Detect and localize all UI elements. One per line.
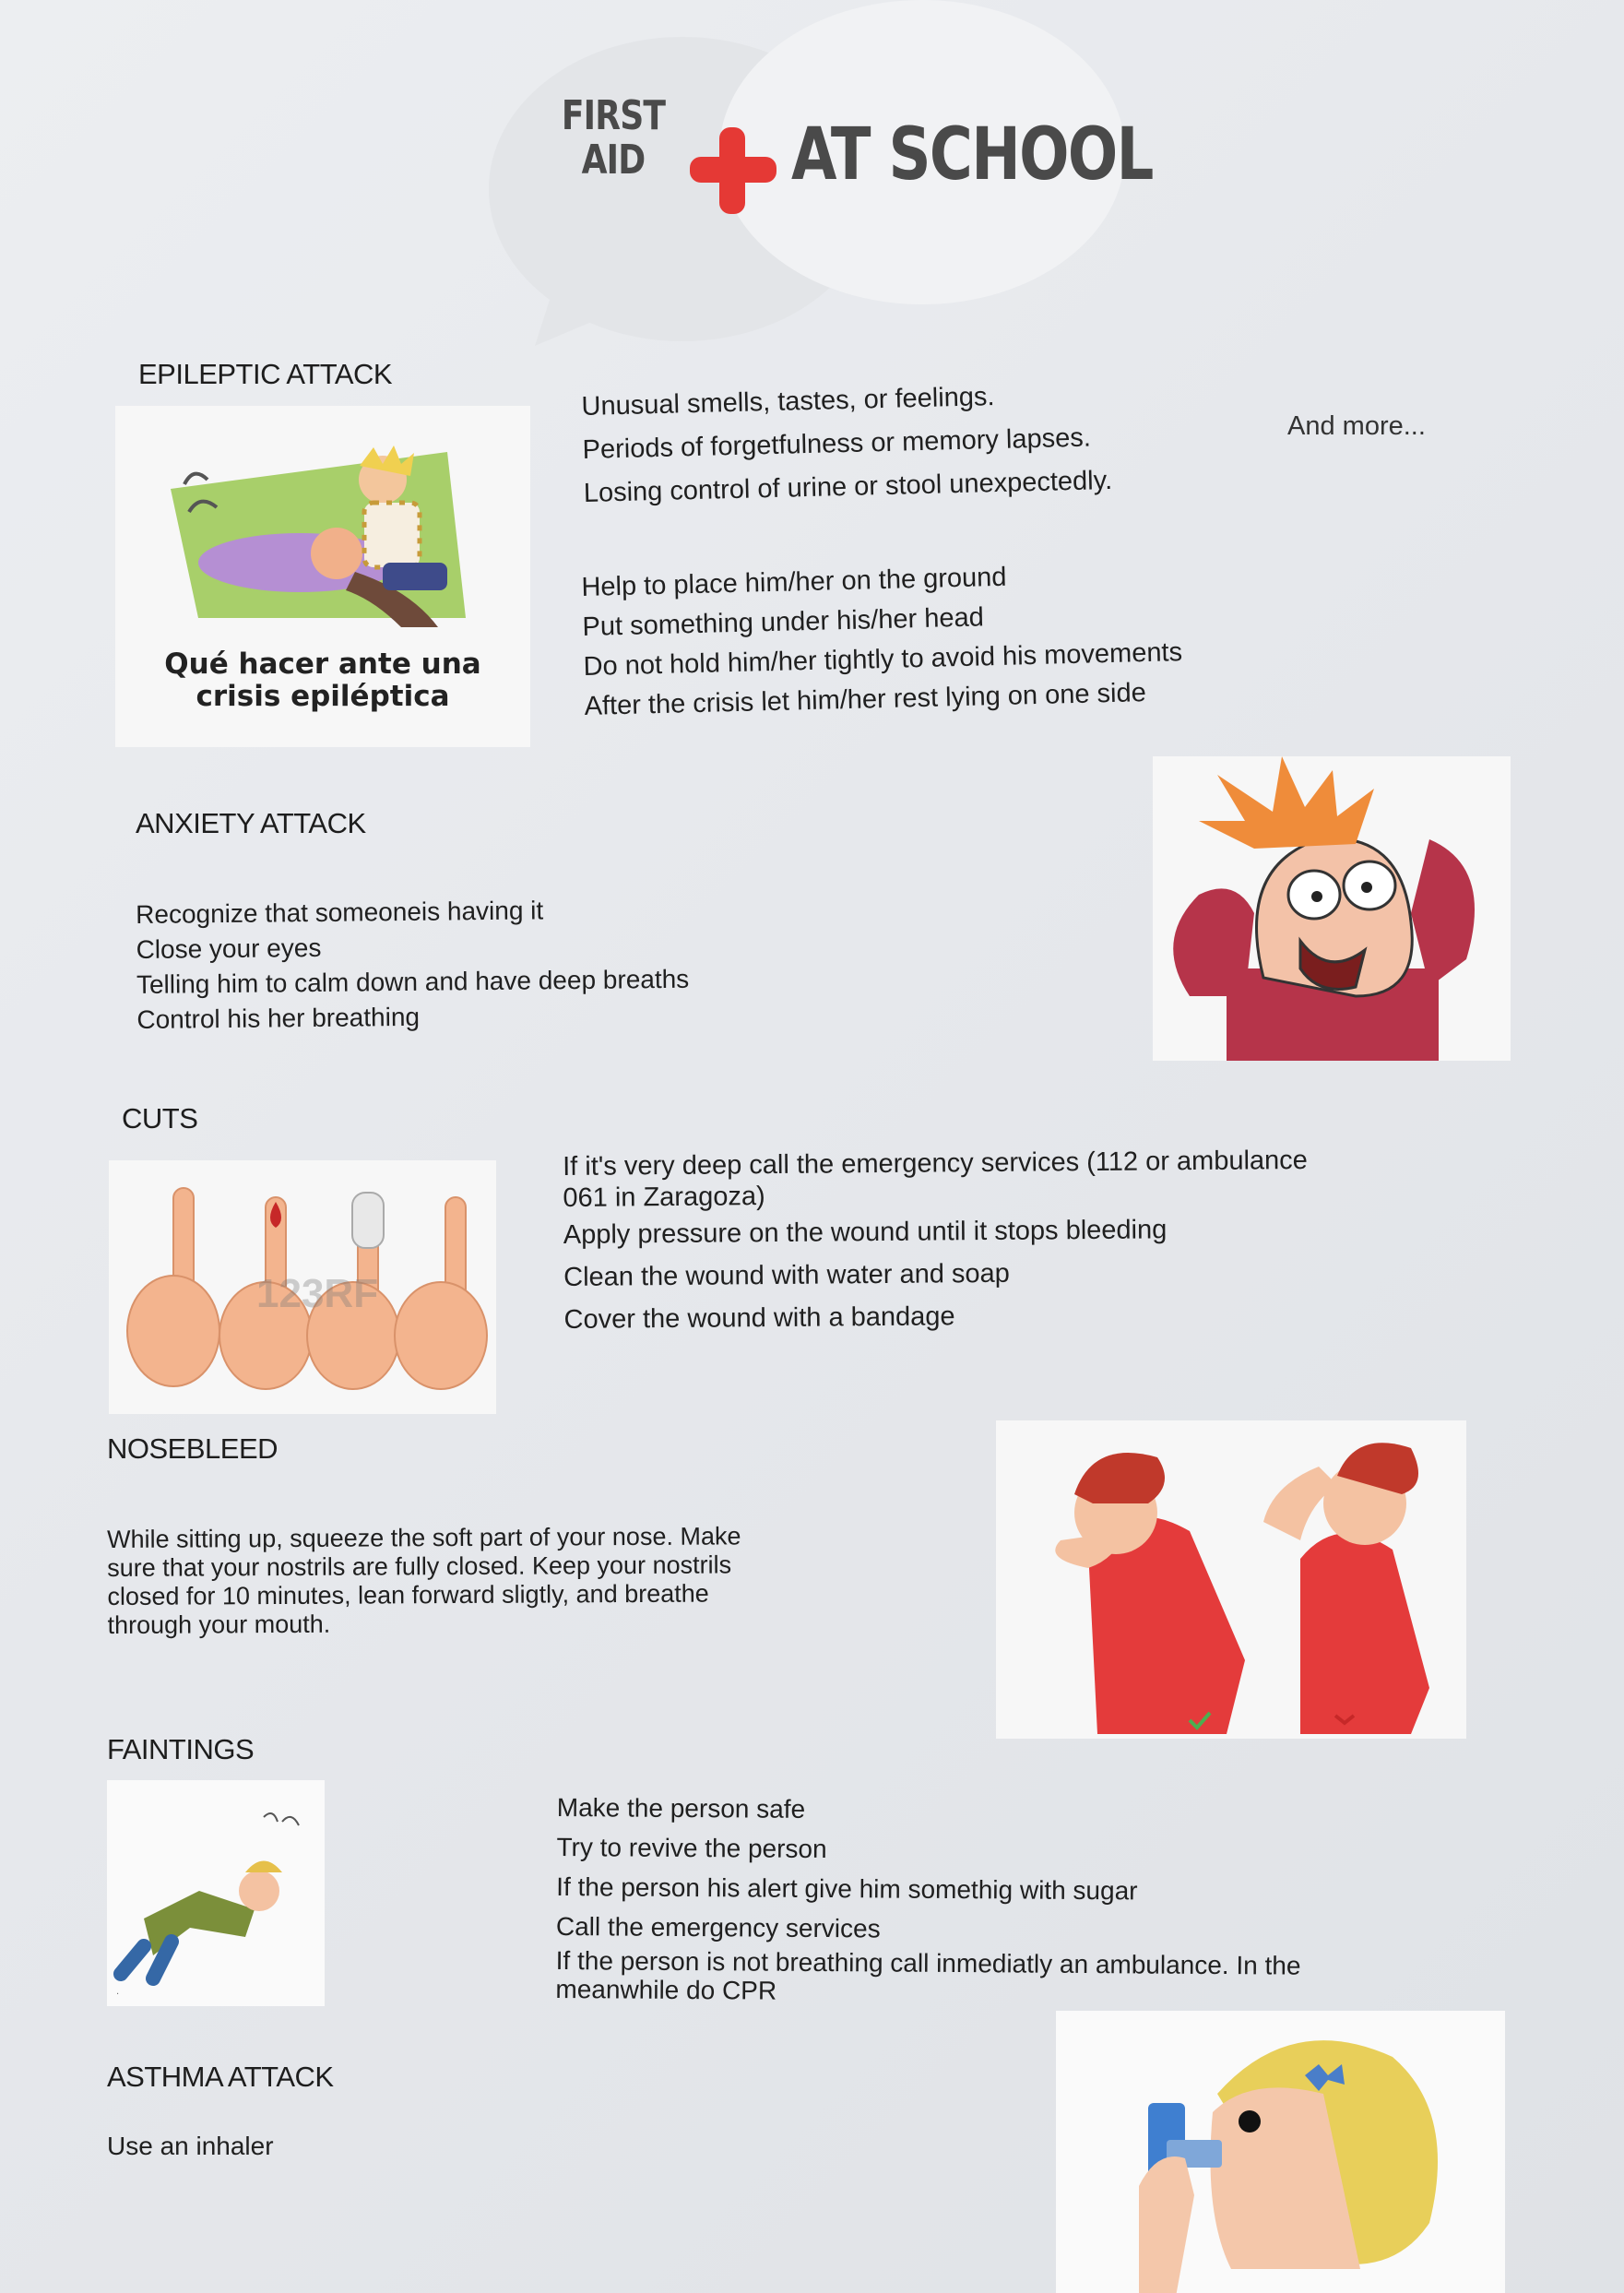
heading-epileptic: EPILEPTIC ATTACK — [138, 358, 393, 390]
heading-cuts: CUTS — [122, 1102, 198, 1135]
epileptic-caption-line2: crisis epiléptica — [196, 680, 450, 713]
epileptic-steps — [581, 553, 1184, 727]
fainting-person-icon — [107, 1780, 325, 2006]
epileptic-step: Help to place him/her on the ground — [581, 562, 1007, 602]
faintings-step: Make the person safe — [556, 1792, 806, 1824]
heading-anxiety: ANXIETY ATTACK — [136, 807, 366, 839]
faintings-image — [107, 1780, 325, 2006]
panicked-person-icon — [1153, 756, 1511, 1061]
anxiety-step: Recognize that someoneis having it — [136, 896, 544, 929]
nosebleed-line: sure that your nostrils are fully closed. Keep your nostrils — [107, 1550, 732, 1582]
faintings-step: If the person his alert give him somethig with sugar — [556, 1871, 1138, 1906]
epileptic-caption — [115, 648, 530, 713]
anxiety-step: Control his her breathing — [136, 1002, 421, 1034]
title-first: FIRST — [561, 92, 666, 139]
nosebleed-line: closed for 10 minutes, lean forward sligtly, and breathe — [107, 1579, 709, 1610]
title-at-school: AT SCHOOL — [791, 113, 1153, 196]
faintings-step: meanwhile do CPR — [555, 1974, 777, 2005]
anxiety-steps — [136, 892, 690, 1038]
red-cross-icon — [682, 120, 784, 221]
nose-pinch-icon — [996, 1420, 1466, 1739]
and-more: And more... — [1287, 411, 1426, 441]
cuts-steps — [563, 1145, 1309, 1341]
nosebleed-line: While sitting up, squeeze the soft part of your nose. Make — [107, 1522, 741, 1553]
seizure-illustration-icon — [171, 424, 475, 636]
svg-text:·: · — [116, 1990, 120, 2000]
symptom-item: Losing control of urine or stool unexpectedly. — [583, 465, 1113, 508]
inhaler-child-icon — [1056, 2011, 1505, 2293]
anxiety-step: Close your eyes — [136, 933, 322, 964]
cuts-image — [109, 1160, 496, 1414]
heading-faintings: FAINTINGS — [107, 1733, 255, 1765]
nosebleed-line: through your mouth. — [107, 1610, 331, 1639]
cuts-step: Cover the wound with a bandage — [563, 1301, 955, 1335]
symptom-item: Periods of forgetfulness or memory lapses. — [582, 422, 1092, 465]
epileptic-image — [115, 406, 530, 747]
bubble-tails — [516, 231, 793, 350]
anxiety-step: Telling him to calm down and have deep breaths — [136, 964, 690, 999]
page-title — [535, 92, 1153, 217]
nosebleed-text — [107, 1522, 741, 1640]
cuts-step: Clean the wound with water and soap — [563, 1258, 1010, 1292]
title-aid: AID — [581, 137, 646, 184]
epileptic-step: Do not hold him/her tightly to avoid his movements — [583, 637, 1183, 682]
cuts-step: If it's very deep call the emergency services (112 or ambulance — [563, 1145, 1308, 1182]
asthma-text: Use an inhaler — [107, 2132, 274, 2160]
cuts-step: 061 in Zaragoza) — [563, 1182, 765, 1213]
epileptic-step: After the crisis let him/her rest lying on one side — [584, 678, 1147, 721]
faintings-step: If the person is not breathing call inmediatly an ambulance. In the — [555, 1945, 1301, 1980]
faintings-step: Try to revive the person — [556, 1832, 827, 1864]
cuts-step: Apply pressure on the wound until it stops bleeding — [563, 1215, 1168, 1250]
heading-nosebleed: NOSEBLEED — [107, 1432, 279, 1465]
symptom-item: Unusual smells, tastes, or feelings. — [581, 382, 995, 422]
asthma-image — [1056, 2011, 1505, 2293]
epileptic-symptoms — [581, 373, 1113, 516]
heading-asthma: ASTHMA ATTACK — [107, 2061, 334, 2093]
epileptic-caption-line1: Qué hacer ante una — [164, 648, 481, 681]
anxiety-image — [1153, 756, 1511, 1061]
nosebleed-image — [996, 1420, 1466, 1739]
faintings-step: Call the emergency services — [555, 1911, 881, 1943]
cuts-watermark: 123RF — [256, 1271, 379, 1316]
faintings-steps — [555, 1788, 1301, 2009]
epileptic-step: Put something under his/her head — [582, 602, 985, 642]
